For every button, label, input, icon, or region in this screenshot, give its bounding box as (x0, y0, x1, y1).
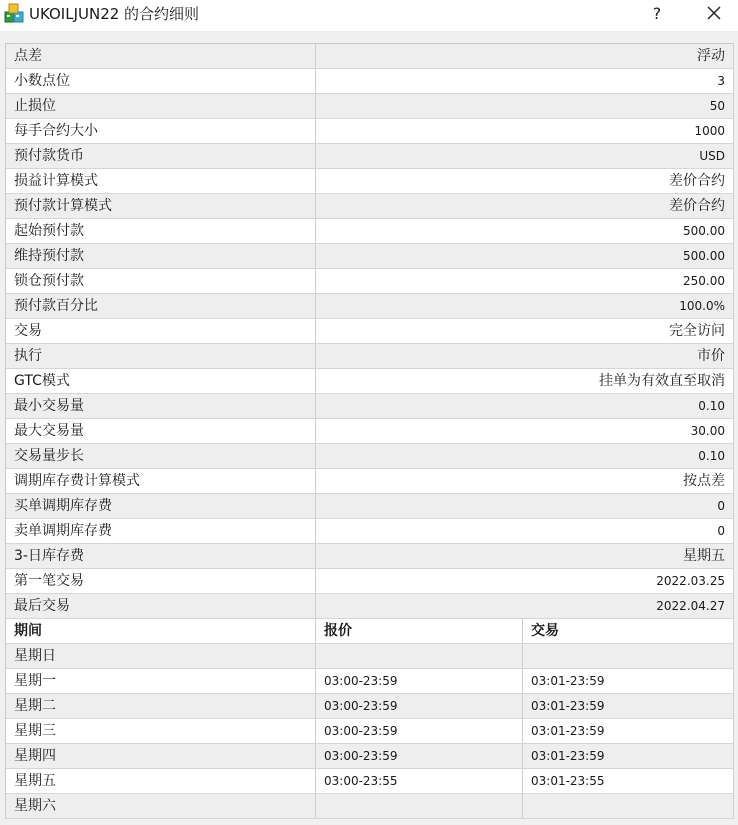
session-quote-hours (316, 644, 523, 668)
spec-label: 卖单调期库存费 (6, 519, 316, 543)
column-header[interactable]: 报价 (316, 619, 523, 643)
spec-value: 2022.03.25 (316, 569, 734, 593)
spec-row[interactable] (6, 294, 734, 319)
cubes-app-icon (4, 3, 24, 25)
spec-value: 浮动 (316, 44, 734, 68)
session-day: 星期四 (6, 744, 316, 768)
spec-row[interactable] (6, 544, 734, 569)
sessions-header-row (6, 619, 734, 644)
session-day: 星期日 (6, 644, 316, 668)
title-bar (0, 0, 738, 30)
session-row[interactable] (6, 769, 734, 794)
session-row[interactable] (6, 794, 734, 819)
session-trade-hours: 03:01-23:55 (523, 769, 734, 793)
spec-value: 0.10 (316, 394, 734, 418)
spec-row[interactable] (6, 444, 734, 469)
spec-row[interactable] (6, 244, 734, 269)
spec-value: 50 (316, 94, 734, 118)
spec-label: 买单调期库存费 (6, 494, 316, 518)
spec-row[interactable] (6, 219, 734, 244)
session-quote-hours: 03:00-23:55 (316, 769, 523, 793)
spec-label: 调期库存费计算模式 (6, 469, 316, 493)
spec-value: 挂单为有效直至取消 (316, 369, 734, 393)
spec-row[interactable] (6, 319, 734, 344)
spec-label: 第一笔交易 (6, 569, 316, 593)
spec-label: 最小交易量 (6, 394, 316, 418)
spec-value: 500.00 (316, 219, 734, 243)
session-trade-hours (523, 794, 734, 818)
spec-row[interactable] (6, 344, 734, 369)
spec-row[interactable] (6, 494, 734, 519)
session-trade-hours: 03:01-23:59 (523, 744, 734, 768)
session-trade-hours: 03:01-23:59 (523, 669, 734, 693)
spec-row[interactable] (6, 369, 734, 394)
session-day: 星期五 (6, 769, 316, 793)
spec-row[interactable] (6, 44, 734, 69)
session-quote-hours: 03:00-23:59 (316, 719, 523, 743)
spec-row[interactable] (6, 419, 734, 444)
session-trade-hours: 03:01-23:59 (523, 719, 734, 743)
spec-value: 2022.04.27 (316, 594, 734, 618)
session-trade-hours: 03:01-23:59 (523, 694, 734, 718)
spec-row[interactable] (6, 119, 734, 144)
spec-row[interactable] (6, 94, 734, 119)
session-quote-hours: 03:00-23:59 (316, 694, 523, 718)
spec-value: 按点差 (316, 469, 734, 493)
spec-value: 30.00 (316, 419, 734, 443)
spec-label: 最后交易 (6, 594, 316, 618)
spec-label: 锁仓预付款 (6, 269, 316, 293)
spec-label: 每手合约大小 (6, 119, 316, 143)
session-row[interactable] (6, 744, 734, 769)
session-day: 星期六 (6, 794, 316, 818)
spec-value: 500.00 (316, 244, 734, 268)
spec-label: 交易 (6, 319, 316, 343)
spec-row[interactable] (6, 69, 734, 94)
spec-label: 维持预付款 (6, 244, 316, 268)
session-quote-hours: 03:00-23:59 (316, 744, 523, 768)
spec-value: 市价 (316, 344, 734, 368)
spec-value: 差价合约 (316, 194, 734, 218)
spec-row[interactable] (6, 519, 734, 544)
spec-label: 预付款计算模式 (6, 194, 316, 218)
close-button[interactable] (701, 2, 727, 26)
spec-value: 1000 (316, 119, 734, 143)
spec-label: 预付款百分比 (6, 294, 316, 318)
spec-label: 起始预付款 (6, 219, 316, 243)
help-button[interactable]: ? (652, 4, 662, 23)
session-day: 星期一 (6, 669, 316, 693)
spec-row[interactable] (6, 194, 734, 219)
session-day: 星期三 (6, 719, 316, 743)
close-icon (701, 2, 727, 26)
spec-label: 3-日库存费 (6, 544, 316, 568)
session-row[interactable] (6, 644, 734, 669)
spec-row[interactable] (6, 469, 734, 494)
spec-value: 0 (316, 519, 734, 543)
spec-label: 止损位 (6, 94, 316, 118)
column-header[interactable]: 交易 (523, 619, 734, 643)
column-header[interactable]: 期间 (6, 619, 316, 643)
spec-label: 交易量步长 (6, 444, 316, 468)
spec-label: 小数点位 (6, 69, 316, 93)
spec-row[interactable] (6, 144, 734, 169)
session-quote-hours: 03:00-23:59 (316, 669, 523, 693)
spec-row[interactable] (6, 269, 734, 294)
spec-value: USD (316, 144, 734, 168)
spec-label: 损益计算模式 (6, 169, 316, 193)
session-row[interactable] (6, 694, 734, 719)
spec-value: 完全访问 (316, 319, 734, 343)
spec-value: 0.10 (316, 444, 734, 468)
spec-row[interactable] (6, 569, 734, 594)
spec-value: 250.00 (316, 269, 734, 293)
spec-value: 3 (316, 69, 734, 93)
spec-row[interactable] (6, 169, 734, 194)
session-trade-hours (523, 644, 734, 668)
session-row[interactable] (6, 719, 734, 744)
spec-value: 差价合约 (316, 169, 734, 193)
spec-label: 点差 (6, 44, 316, 68)
session-quote-hours (316, 794, 523, 818)
window-title: UKOILJUN22 的合约细则 (29, 5, 200, 23)
spec-value: 100.0% (316, 294, 734, 318)
spec-value: 星期五 (316, 544, 734, 568)
spec-grid (5, 43, 734, 819)
session-day: 星期二 (6, 694, 316, 718)
session-row[interactable] (6, 669, 734, 694)
spec-label: 执行 (6, 344, 316, 368)
spec-row[interactable] (6, 394, 734, 419)
spec-label: GTC模式 (6, 369, 316, 393)
spec-value: 0 (316, 494, 734, 518)
spec-label: 预付款货币 (6, 144, 316, 168)
spec-label: 最大交易量 (6, 419, 316, 443)
spec-row[interactable] (6, 594, 734, 619)
dialog-body (0, 31, 738, 825)
